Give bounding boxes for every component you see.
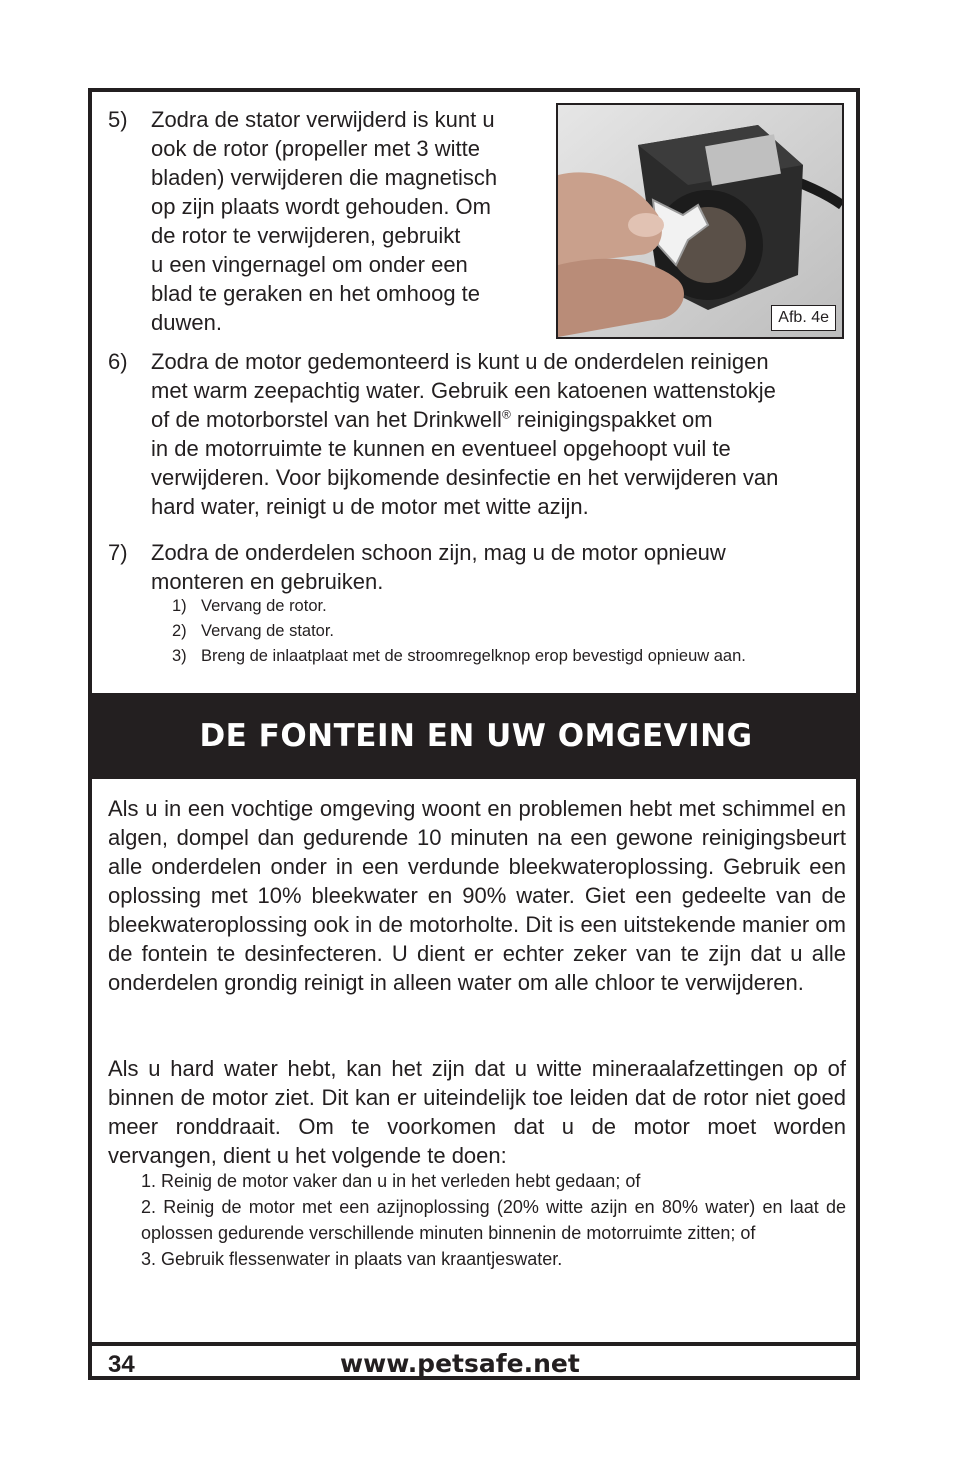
step-line-part: of de motorborstel van het Drinkwell	[151, 407, 502, 432]
step-line: Zodra de stator verwijderd is kunt u	[151, 107, 495, 132]
substep-text: Vervang de rotor.	[201, 597, 327, 615]
step-line: Zodra de motor gedemonteerd is kunt u de onderdelen reinigen	[151, 349, 769, 374]
step-line-part: reinigingspakket om	[510, 407, 713, 432]
step-line: blad te geraken en het omhoog te	[151, 281, 481, 306]
figure-photo	[556, 103, 844, 339]
tips-list	[141, 1168, 846, 1272]
substep-text: Vervang de stator.	[201, 622, 335, 640]
step-text	[151, 347, 851, 521]
page-number: 34	[108, 1351, 135, 1378]
substep-number: 1)	[172, 597, 187, 615]
paragraph-2	[108, 1054, 846, 1170]
substep	[172, 621, 334, 641]
registered-mark: ®	[501, 407, 511, 422]
step-line: hard water, reinigt u de motor met witte azijn.	[151, 494, 589, 519]
substep-number: 2)	[172, 622, 187, 640]
step-number: 5)	[108, 107, 128, 132]
substep-text: Breng de inlaatplaat met de stroomregelknop erop bevestigd opnieuw aan.	[201, 647, 746, 665]
step-number: 6)	[108, 349, 128, 374]
substep	[172, 596, 327, 616]
section-title: DE FONTEIN EN UW OMGEVING	[92, 693, 860, 779]
step-line: met warm zeepachtig water. Gebruik een katoenen wattenstokje	[151, 378, 776, 403]
step-line: Zodra de onderdelen schoon zijn, mag u de motor opnieuw	[151, 540, 726, 565]
step-line: op zijn plaats wordt gehouden. Om	[151, 194, 491, 219]
paragraph-text: Als u hard water hebt, kan het zijn dat u witte mineraalafzettingen op of binnen de motor ziet. Dit kan er uiteindelijk toe leiden dat de rotor niet goed meer ronddraait. Om te voorkomen dat u de motor moet worden vervangen, dient u het volgende te doen:	[108, 1056, 846, 1168]
website-url: www.petsafe.net	[340, 1349, 580, 1378]
step-line: in de motorruimte te kunnen en eventueel opgehoopt vuil te	[151, 436, 731, 461]
list-item: 2. Reinig de motor met een azijnoplossing (20% witte azijn en 80% water) en laat de oplossen gedurende verschillende minuten binnenin de motorruimte zitten; of	[141, 1197, 846, 1243]
substep-number: 3)	[172, 647, 187, 665]
step-line: verwijderen. Voor bijkomende desinfectie en het verwijderen van	[151, 465, 779, 490]
step-line: monteren en gebruiken.	[151, 569, 384, 594]
step-line	[151, 405, 851, 434]
figure-label: Afb. 4e	[771, 305, 836, 331]
step-line: ook de rotor (propeller met 3 witte	[151, 136, 480, 161]
list-item: 1. Reinig de motor vaker dan u in het verleden hebt gedaan; of	[141, 1171, 641, 1191]
step-text	[151, 538, 851, 596]
step-line: bladen) verwijderen die magnetisch	[151, 165, 498, 190]
step-number: 7)	[108, 540, 128, 565]
footer-divider	[88, 1342, 860, 1346]
step-line: de rotor te verwijderen, gebruikt	[151, 223, 461, 248]
motor-rotor-illustration	[558, 105, 842, 337]
list-item: 3. Gebruik flessenwater in plaats van kraantjeswater.	[141, 1249, 563, 1269]
paragraph-text: Als u in een vochtige omgeving woont en problemen hebt met schimmel en algen, dompel dan gedurende 10 minuten na een gewone reinigingsbeurt alle onderdelen onder in een verdunde bleekwateroplossing. Gebruik een oplossing met 10% bleekwater en 90% water. Giet een gedeelte van de bleekwateroplossing ook in de motorholte. Dit is een uitstekende manier om de fontein te desinfecteren. U dient er echter zeker van te zijn dat u alle onderdelen grondig reinigt in alleen water om alle chloor te verwijderen.	[108, 796, 846, 995]
step-text	[151, 105, 551, 337]
substep	[172, 646, 746, 666]
step-line: duwen.	[151, 310, 222, 335]
step-line: u een vingernagel om onder een	[151, 252, 468, 277]
paragraph-1	[108, 794, 846, 997]
